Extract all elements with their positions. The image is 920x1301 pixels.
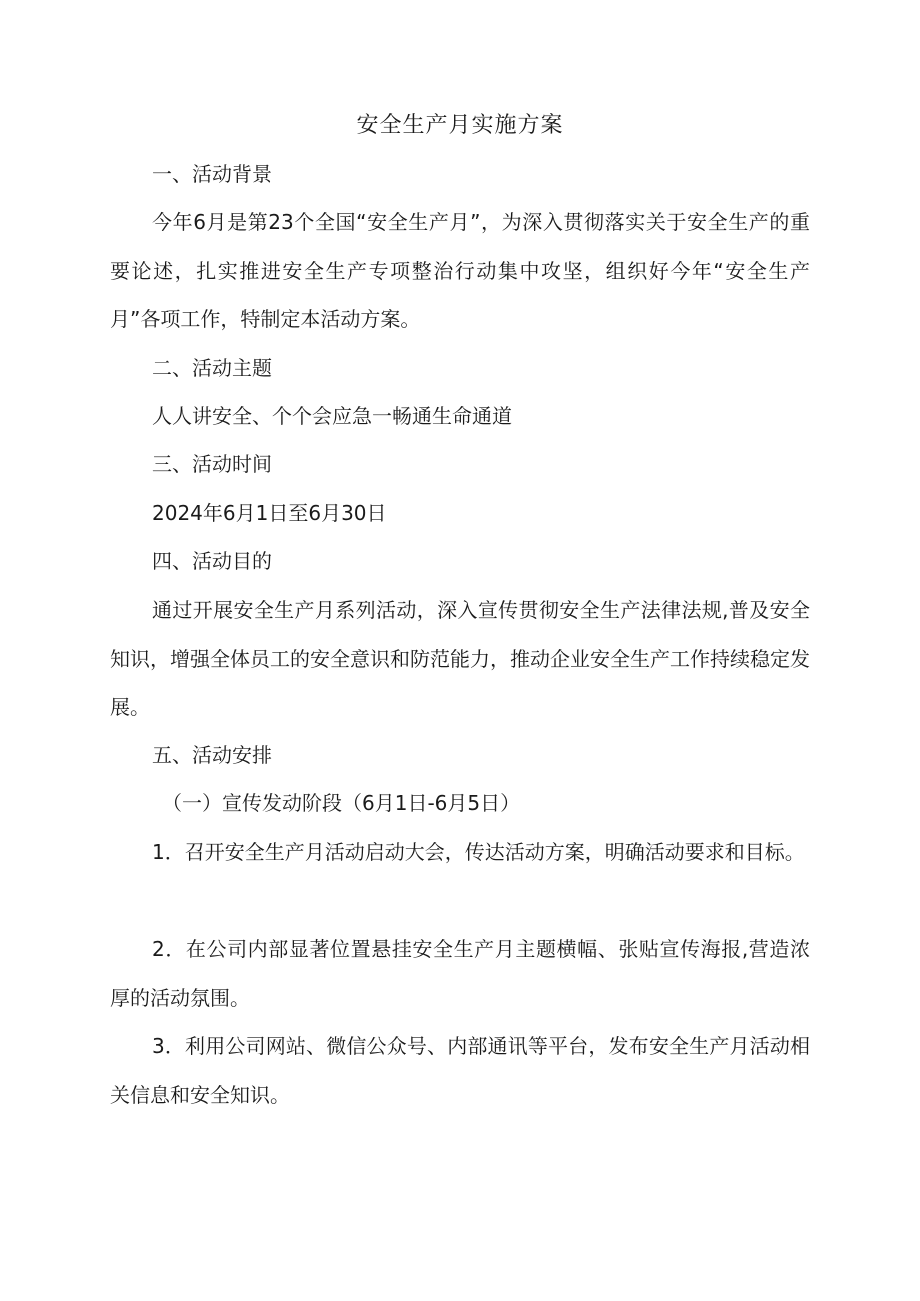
section-heading-arrangement: 五、活动安排 xyxy=(152,743,272,767)
subsection-heading-promotion: （一）宣传发动阶段（6月1日-6月5日） xyxy=(162,791,521,815)
list-item: 3．利用公司网站、微信公众号、内部通讯等平台，发布安全生产月活动相关信息和安全知识。 xyxy=(110,1034,810,1107)
section-heading-purpose: 四、活动目的 xyxy=(152,549,272,573)
section-heading-theme: 二、活动主题 xyxy=(152,356,272,380)
document-title: 安全生产月实施方案 xyxy=(356,113,564,138)
section-heading-time: 三、活动时间 xyxy=(152,452,272,476)
list-item: 1．召开安全生产月活动启动大会，传达活动方案，明确活动要求和目标。 xyxy=(152,840,805,864)
list-item: 2．在公司内部显著位置悬挂安全生产月主题横幅、张贴宣传海报,营造浓厚的活动氛围。 xyxy=(110,937,810,1010)
paragraph-theme: 人人讲安全、个个会应急一畅通生命通道 xyxy=(152,404,512,428)
paragraph-purpose: 通过开展安全生产月系列活动，深入宣传贯彻安全生产法律法规,普及安全知识，增强全体员工的安全意识和防范能力，推动企业安全生产工作持续稳定发展。 xyxy=(110,598,810,719)
paragraph-time: 2024年6月1日至6月30日 xyxy=(152,501,387,525)
paragraph-background: 今年6月是第23个全国“安全生产月”，为深入贯彻落实关于安全生产的重要论述，扎实推进安全生产专项整治行动集中攻坚，组织好今年“安全生产月”各项工作，特制定本活动方案。 xyxy=(110,210,810,331)
section-heading-background: 一、活动背景 xyxy=(152,162,272,186)
